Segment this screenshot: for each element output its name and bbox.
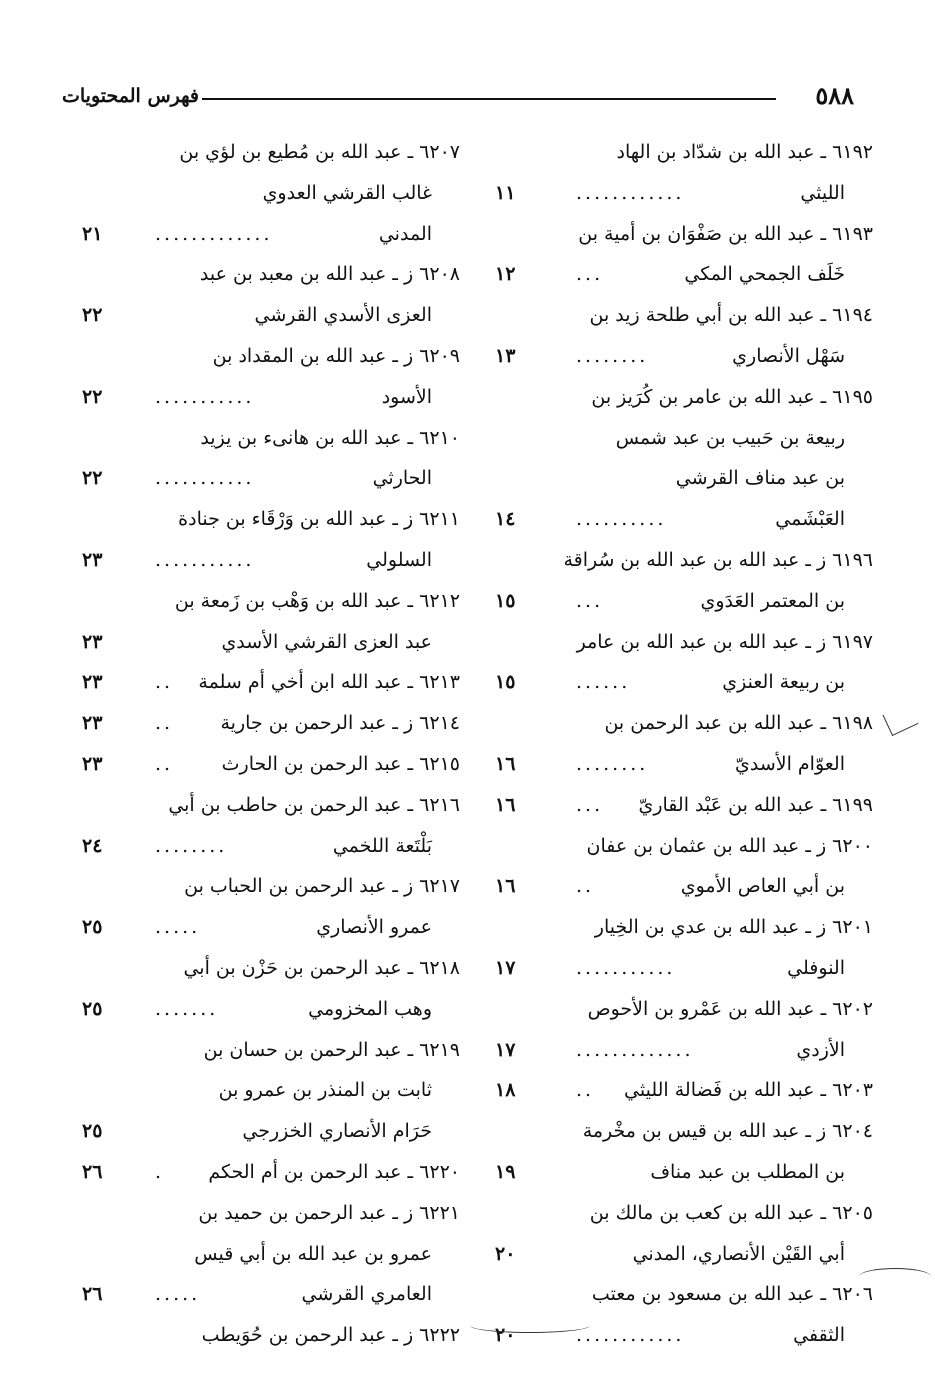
- toc-entry-text: ٦٢٠٢ ـ عبد الله بن عَمْرو بن الأحوص: [587, 997, 873, 1020]
- toc-entry-text: ٦١٩٤ ـ عبد الله بن أبي طلحة زيد بن: [589, 304, 873, 327]
- toc-entry-text: ٦٢٠٤ ز ـ عبد الله بن قيس بن مخْرمة: [582, 1120, 873, 1143]
- toc-line: [481, 377, 873, 418]
- toc-leader-dots: ........: [576, 344, 649, 367]
- toc-leader-dots: ...........: [155, 385, 255, 408]
- toc-entry-text: ٦٢١٨ ـ عبد الرحمن بن حَزْن بن أبي: [183, 956, 460, 979]
- toc-entry-text: ٦٢١٤ ز ـ عبد الرحمن بن جارية: [220, 712, 460, 735]
- toc-line: [60, 866, 460, 907]
- toc-leader-dots: .....: [155, 916, 201, 939]
- toc-line: [481, 581, 873, 622]
- toc-line: [60, 1193, 460, 1234]
- toc-leader-dots: ........: [576, 752, 649, 775]
- toc-line: [481, 907, 873, 948]
- toc-line: [481, 418, 873, 459]
- toc-entry-text: الحارثي: [372, 467, 432, 490]
- toc-entry-text: ٦٢٠٨ ز ـ عبد الله بن معبد بن عبد: [199, 263, 460, 286]
- toc-page-number: ١٥: [495, 589, 516, 612]
- toc-line: [60, 581, 460, 622]
- toc-line: [60, 1315, 460, 1356]
- toc-entry-text: الأزدي: [796, 1038, 845, 1061]
- toc-line: [481, 1030, 873, 1071]
- toc-entry-text: وهب المخزومي: [308, 997, 432, 1020]
- toc-entry-text: ٦١٩٥ ـ عبد الله بن عامر بن كُرَيز بن: [591, 385, 873, 408]
- toc-leader-dots: .......: [155, 997, 219, 1020]
- toc-line: [60, 1152, 460, 1193]
- toc-line: [60, 254, 460, 295]
- toc-entry-text: غالب القرشي العدوي: [262, 181, 432, 204]
- toc-line: [481, 662, 873, 703]
- toc-page-number: ٢٦: [82, 1160, 103, 1183]
- toc-leader-dots: ......: [576, 671, 631, 694]
- toc-line: [481, 1193, 873, 1234]
- toc-leader-dots: ...: [576, 589, 604, 612]
- toc-page-number: ٢٥: [82, 916, 103, 939]
- toc-entry-text: ٦٢١٣ ـ عبد الله ابن أخي أم سلمة: [198, 671, 460, 694]
- toc-leader-dots: ..: [576, 875, 595, 898]
- toc-leader-dots: ..........: [576, 508, 667, 531]
- toc-entry-text: ثابت بن المنذر بن عمرو بن: [218, 1079, 432, 1102]
- running-title: فهرس المحتويات: [62, 85, 199, 107]
- toc-entry-text: العامري القرشي: [301, 1283, 432, 1306]
- toc-line: [481, 744, 873, 785]
- toc-leader-dots: ..: [576, 1079, 595, 1102]
- page-number: ٥٨٨: [815, 81, 854, 110]
- handwritten-margin-stroke: [859, 1268, 931, 1285]
- toc-line: [60, 1111, 460, 1152]
- toc-entry-text: ٦١٩٧ ز ـ عبد الله بن عبد الله بن عامر: [576, 630, 873, 653]
- page-header: [62, 78, 854, 114]
- toc-leader-dots: ........: [155, 834, 228, 857]
- toc-entry-text: ٦١٩٢ ـ عبد الله بن شدّاد بن الهاد: [616, 141, 873, 163]
- toc-page-number: ٢١: [82, 222, 103, 245]
- toc-line: [60, 662, 460, 703]
- toc-line: [481, 866, 873, 907]
- toc-leader-dots: ...........: [155, 548, 255, 571]
- toc-entry-text: ٦٢٠٠ ز ـ عبد الله بن عثمان بن عفان: [586, 834, 873, 857]
- toc-entry-text: عمرو بن عبد الله بن أبي قيس: [194, 1242, 432, 1265]
- toc-entry-text: ٦٢٠٦ ـ عبد الله بن مسعود بن معتب: [591, 1283, 873, 1306]
- toc-line: [60, 458, 460, 499]
- toc-entry-text: خَلَف الجمحي المكي: [684, 263, 845, 286]
- handwritten-check-mark: [882, 703, 918, 736]
- toc-page-number: ١٨: [495, 1079, 516, 1102]
- toc-entry-text: الثقفي: [793, 1324, 845, 1347]
- toc-line: [60, 907, 460, 948]
- toc-line: [481, 948, 873, 989]
- toc-line: [60, 1274, 460, 1315]
- toc-line: [481, 173, 873, 214]
- toc-page-number: ١١: [495, 181, 516, 204]
- toc-entry-text: النوفلي: [787, 956, 845, 979]
- toc-page-number: ٢٢: [82, 304, 103, 327]
- toc-page-number: ٢٣: [82, 712, 103, 735]
- toc-entry-text: ٦٢١٩ ـ عبد الرحمن بن حسان بن: [203, 1038, 460, 1061]
- toc-line: [481, 295, 873, 336]
- toc-entry-text: ٦٢١٦ ـ عبد الرحمن بن حاطب بن أبي: [168, 793, 460, 816]
- toc-entry-text: ٦١٩٣ ـ عبد الله بن صَفْوَان بن أمية بن: [578, 222, 873, 245]
- toc-entry-text: ٦٢٠١ ز ـ عبد الله بن عدي بن الخِيار: [594, 916, 873, 939]
- toc-entry-text: المدني: [378, 222, 432, 245]
- toc-leader-dots: ..: [155, 712, 174, 735]
- toc-line: [481, 622, 873, 663]
- toc-line: [60, 826, 460, 867]
- toc-entry-text: عمرو الأنصاري: [316, 916, 432, 939]
- toc-page-number: ١٦: [495, 875, 516, 898]
- toc-line: [60, 703, 460, 744]
- toc-line: [481, 458, 873, 499]
- toc-page-number: ١٤: [495, 508, 516, 531]
- toc-line: [60, 132, 460, 173]
- toc-entry-text: ٦٢١٥ ـ عبد الرحمن بن الحارث: [221, 752, 460, 775]
- toc-line: [481, 1274, 873, 1315]
- toc-line: [481, 1111, 873, 1152]
- toc-line: [60, 173, 460, 214]
- toc-leader-dots: ...: [576, 263, 604, 286]
- header-rule: [202, 98, 776, 100]
- toc-line: [60, 336, 460, 377]
- toc-page-number: ٢٢: [82, 385, 103, 408]
- toc-entry-text: الأسود: [381, 385, 432, 408]
- toc-entry-text: بن ربيعة العنزي: [722, 671, 845, 694]
- toc-line: [60, 785, 460, 826]
- toc-entry-text: ٦٢١٧ ز ـ عبد الرحمن بن الحباب بن: [184, 875, 460, 898]
- handwritten-underline-stroke: [470, 1318, 590, 1333]
- toc-leader-dots: ...........: [155, 467, 255, 490]
- toc-line: [60, 295, 460, 336]
- toc-entry-text: ٦٢٠٩ ز ـ عبد الله بن المقداد بن: [212, 344, 460, 367]
- toc-entry-text: العزى الأسدي القرشي: [254, 304, 432, 327]
- toc-leader-dots: ..: [155, 752, 174, 775]
- toc-entry-text: عبد العزى القرشي الأسدي: [221, 630, 432, 653]
- toc-page-number: ٢٠: [495, 1242, 516, 1265]
- toc-page-number: ١٦: [495, 752, 516, 775]
- toc-leader-dots: ...: [576, 793, 604, 816]
- toc-entry-text: بن أبي العاص الأموي: [680, 875, 845, 898]
- toc-line: [60, 1030, 460, 1071]
- toc-line: [60, 214, 460, 255]
- toc-leader-dots: ...........: [576, 956, 676, 979]
- toc-page-number: ٢٣: [82, 671, 103, 694]
- toc-page-number: ٢٣: [82, 548, 103, 571]
- toc-line: [481, 540, 873, 581]
- toc-line: [60, 1070, 460, 1111]
- toc-page-number: ١٧: [495, 1038, 516, 1061]
- toc-entry-text: الليثي: [800, 181, 845, 204]
- toc-line: [481, 132, 873, 173]
- toc-entry-text: ٦٢٠٣ ـ عبد الله بن فَضالة الليثي: [624, 1079, 873, 1102]
- toc-entry-text: بن عبد مناف القرشي: [675, 467, 845, 490]
- toc-leader-dots: .............: [155, 222, 273, 245]
- toc-line: [481, 703, 873, 744]
- toc-line: [481, 989, 873, 1030]
- toc-page-number: ٢٠: [495, 1324, 516, 1347]
- toc-entry-text: بن المعتمر العَدَوي: [700, 589, 845, 612]
- toc-line: [60, 744, 460, 785]
- toc-entry-text: ٦٢٢١ ز ـ عبد الرحمن بن حميد بن: [198, 1201, 460, 1224]
- toc-entry-text: ٦٢٢٠ ـ عبد الرحمن بن أم الحكم: [208, 1160, 460, 1183]
- toc-line: [481, 499, 873, 540]
- toc-entry-text: العَبْشَمي: [775, 508, 845, 531]
- toc-line: [481, 1234, 873, 1275]
- toc-entry-text: ربيعة بن حَبيب بن عبد شمس: [615, 426, 845, 449]
- toc-line: [481, 1152, 873, 1193]
- toc-entry-text: ٦١٩٩ ـ عبد الله بن عَبْد القاريّ: [638, 793, 873, 816]
- toc-line: [60, 948, 460, 989]
- toc-entry-text: بَلْتَعة اللخمي: [332, 834, 432, 857]
- toc-page-number: ٢٣: [82, 630, 103, 653]
- toc-entry-text: السلولي: [366, 548, 432, 571]
- toc-entry-text: ٦٢١٠ ـ عبد الله بن هانىء بن يزيد: [200, 426, 460, 449]
- toc-entry-text: سَهْل الأنصاري: [732, 344, 845, 367]
- toc-entry-text: بن المطلب بن عبد مناف: [650, 1160, 845, 1183]
- toc-line: [60, 989, 460, 1030]
- toc-line: [481, 826, 873, 867]
- toc-page-number: ٢٥: [82, 997, 103, 1020]
- toc-line: [60, 418, 460, 459]
- toc-entry-text: ٦١٩٨ ـ عبد الله بن عبد الرحمن بن: [604, 712, 873, 735]
- toc-leader-dots: ..: [155, 671, 174, 694]
- toc-entry-text: ٦١٩٦ ز ـ عبد الله بن عبد الله بن سُراقة: [563, 548, 873, 571]
- toc-leader-dots: .............: [576, 1038, 694, 1061]
- toc-entry-text: أبي القَيْن الأنصاري، المدني: [632, 1242, 845, 1265]
- toc-entry-text: ٦٢٢٢ ز ـ عبد الرحمن بن حُوَيطب: [201, 1324, 460, 1347]
- toc-page-number: ١٥: [495, 671, 516, 694]
- toc-line: [60, 622, 460, 663]
- toc-line: [481, 254, 873, 295]
- toc-page-number: ١٦: [495, 793, 516, 816]
- toc-page-number: ٢٤: [82, 834, 103, 857]
- toc-line: [60, 499, 460, 540]
- toc-line: [60, 377, 460, 418]
- toc-column-left: [60, 132, 460, 1352]
- toc-leader-dots: ............: [576, 1324, 685, 1347]
- toc-line: [60, 540, 460, 581]
- toc-page-number: ١٩: [495, 1160, 516, 1183]
- toc-entry-text: ٦٢١٢ ـ عبد الله بن وَهْب بن زَمعة بن: [174, 589, 460, 612]
- toc-page-number: ١٧: [495, 956, 516, 979]
- toc-column-right: [481, 132, 873, 1352]
- toc-line: [481, 336, 873, 377]
- toc-leader-dots: .: [155, 1160, 165, 1183]
- toc-page-number: ٢٦: [82, 1283, 103, 1306]
- toc-leader-dots: ............: [576, 181, 685, 204]
- toc-line: [481, 785, 873, 826]
- toc-entry-text: ٦٢١١ ز ـ عبد الله بن وَرْقَاء بن جنادة: [178, 508, 460, 531]
- toc-line: [481, 214, 873, 255]
- toc-line: [481, 1070, 873, 1111]
- toc-page-number: ١٢: [495, 263, 516, 286]
- toc-entry-text: حَرَام الأنصاري الخزرجي: [242, 1120, 432, 1143]
- toc-entry-text: العوّام الأسديّ: [734, 752, 845, 775]
- toc-entry-text: ٦٢٠٥ ـ عبد الله بن كعب بن مالك بن: [589, 1201, 873, 1224]
- toc-page-number: ١٣: [495, 344, 516, 367]
- toc-page-number: ٢٢: [82, 467, 103, 490]
- toc-entry-text: ٦٢٠٧ ـ عبد الله بن مُطيع بن لؤي بن: [179, 141, 460, 163]
- toc-line: [60, 1234, 460, 1275]
- toc-page-number: ٢٥: [82, 1120, 103, 1143]
- toc-page-number: ٢٣: [82, 752, 103, 775]
- toc-leader-dots: .....: [155, 1283, 201, 1306]
